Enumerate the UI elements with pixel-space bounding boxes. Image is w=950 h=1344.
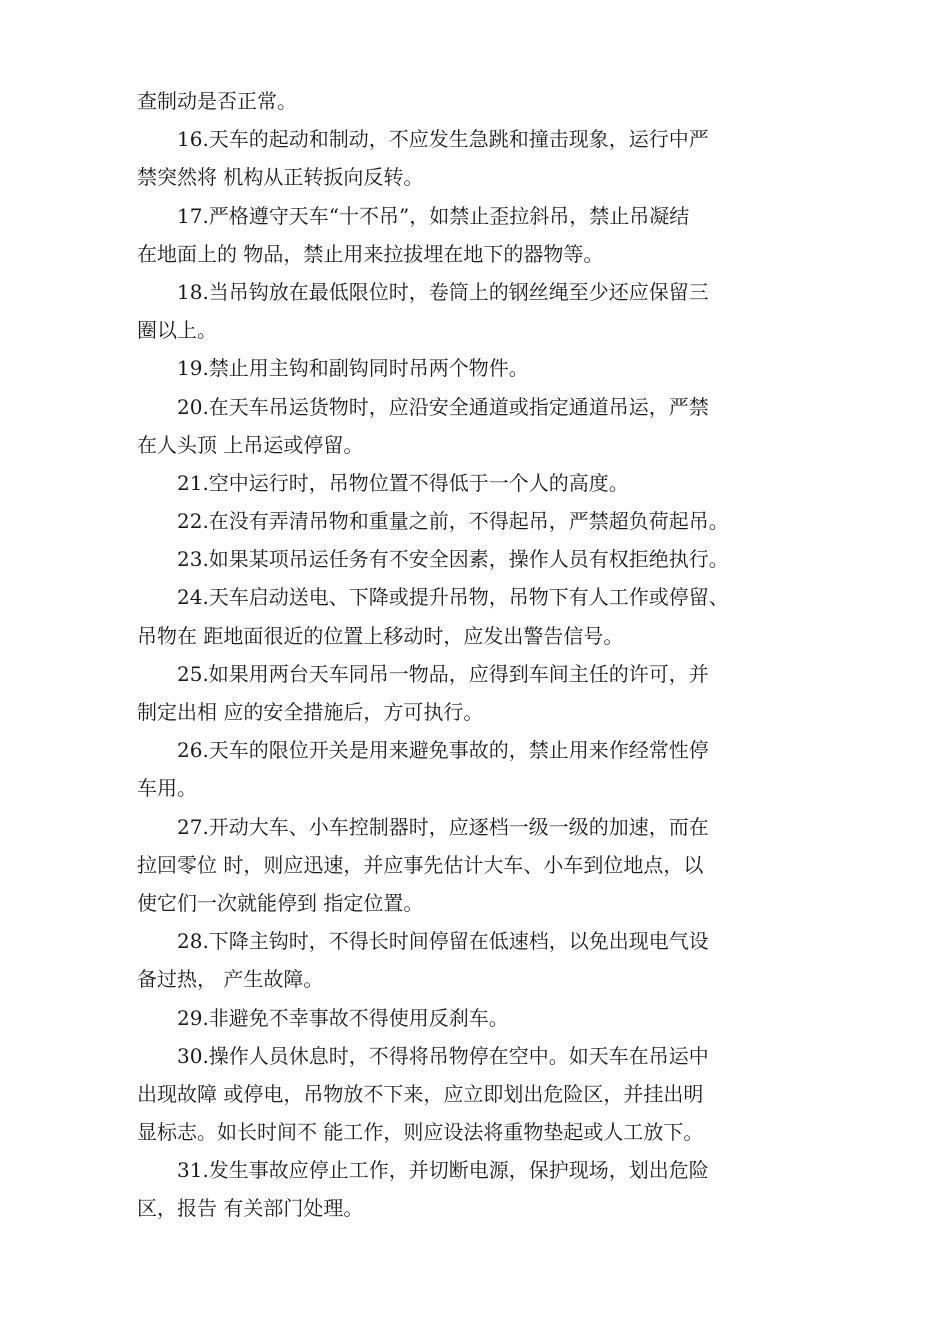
text-line: 22.在没有弄清吊物和重量之前，不得起吊，严禁超负荷起吊。 [177, 509, 729, 534]
document-body [137, 82, 812, 1228]
text-line: 24.天车启动送电、下降或提升吊物，吊物下有人工作或停留、 [177, 585, 729, 610]
text-line: 显标志。如长时间不 能工作，则应设法将重物垫起或人工放下。 [137, 1120, 704, 1145]
text-line: 区，报告 有关部门处理。 [137, 1196, 364, 1221]
text-line: 圈以上。 [137, 318, 217, 343]
text-line: 26.天车的限位开关是用来避免事故的，禁止用来作经常性停 [177, 738, 709, 763]
text-line: 23.如果某项吊运任务有不安全因素，操作人员有权拒绝执行。 [177, 547, 729, 572]
text-line: 禁突然将 机构从正转扳向反转。 [137, 165, 424, 190]
text-line: 使它们一次就能停到 指定位置。 [137, 890, 424, 915]
text-line: 16.天车的起动和制动，不应发生急跳和撞击现象，运行中严 [177, 127, 709, 152]
text-line: 吊物在 距地面很近的位置上移动时，应发出警告信号。 [137, 623, 624, 648]
text-line: 在人头顶 上吊运或停留。 [137, 432, 364, 457]
text-line: 18.当吊钩放在最低限位时，卷筒上的钢丝绳至少还应保留三 [177, 279, 709, 304]
text-line: 25.如果用两台天车同吊一物品，应得到车间主任的许可，并 [177, 661, 709, 686]
text-line: 拉回零位 时，则应迅速，并应事先估计大车、小车到位地点，以 [137, 852, 704, 877]
text-line: 17.严格遵守天车“十不吊”，如禁止歪拉斜吊，禁止吊凝结 [177, 203, 690, 228]
text-line: 29.非避免不幸事故不得使用反刹车。 [177, 1005, 509, 1030]
text-line: 20.在天车吊运货物时，应沿安全通道或指定通道吊运，严禁 [177, 394, 709, 419]
text-line: 在地面上的 物品，禁止用来拉拔埋在地下的器物等。 [137, 241, 604, 266]
text-line: 28.下降主钩时，不得长时间停留在低速档，以免出现电气设 [177, 929, 709, 954]
text-line: 制定出相 应的安全措施后，方可执行。 [137, 700, 484, 724]
text-line: 出现故障 或停电，吊物放不下来，应立即划出危险区，并挂出明 [137, 1081, 704, 1106]
text-line: 21.空中运行时，吊物位置不得低于一个人的高度。 [177, 470, 629, 495]
text-line: 查制动是否正常。 [137, 89, 297, 113]
text-line: 27.开动大车、小车控制器时，应逐档一级一级的加速，而在 [177, 814, 709, 839]
text-line: 30.操作人员休息时，不得将吊物停在空中。如天车在吊运中 [177, 1043, 709, 1068]
text-line: 19.禁止用主钩和副钩同时吊两个物件。 [177, 356, 529, 381]
text-line: 车用。 [137, 776, 197, 801]
text-line: 31.发生事故应停止工作，并切断电源，保护现场，划出危险 [177, 1158, 709, 1183]
text-line: 备过热， 产生故障。 [137, 967, 324, 992]
